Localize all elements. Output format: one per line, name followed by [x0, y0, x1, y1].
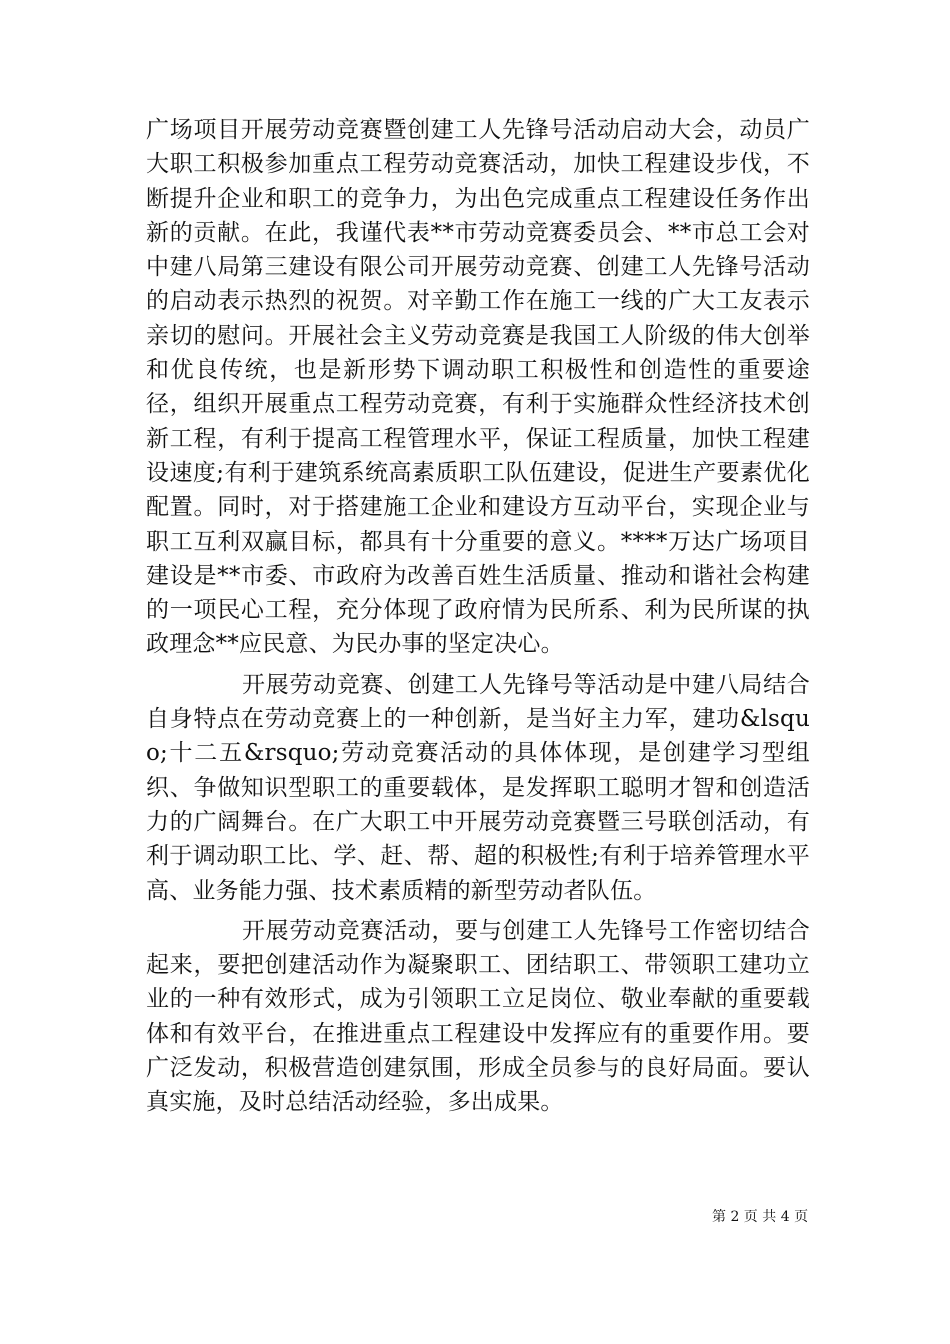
paragraph-1: 广场项目开展劳动竞赛暨创建工人先锋号活动启动大会，动员广大职工积极参加重点工程劳动竞赛活动，加快工程建设步伐，不断提升企业和职工的竞争力，为出色完成重点工程建设任务作出新的贡献。在此，我谨代表**市劳动竞赛委员会、**市总工会对中建八局第三建设有限公司开展劳动竞赛、创建工人先锋号活动的启动表示热烈的祝贺。对辛勤工作在施工一线的广大工友表示亲切的慰问。开展社会主义劳动竞赛是我国工人阶级的伟大创举和优良传统，也是新形势下调动职工积极性和创造性的重要途径，组织开展重点工程劳动竞赛，有利于实施群众性经济技术创新工程，有利于提高工程管理水平，保证工程质量，加快工程建设速度;有利于建筑系统高素质职工队伍建设，促进生产要素优化配置。同时，对于搭建施工企业和建设方互动平台，实现企业与职工互利双赢目标，都具有十分重要的意义。****万达广场项目建设是**市委、市政府为改善百姓生活质量、推动和谐社会构建的一项民心工程，充分体现了政府情为民所系、利为民所谋的执政理念**应民意、为民办事的坚定决心。 — [146, 117, 810, 658]
document-body — [146, 113, 810, 1120]
paragraph-3: 开展劳动竞赛活动，要与创建工人先锋号工作密切结合起来，要把创建活动作为凝聚职工、团结职工、带领职工建功立业的一种有效形式，成为引领职工立足岗位、敬业奉献的重要载体和有效平台，在推进重点工程建设中发挥应有的重要作用。要广泛发动，积极营造创建氛围，形成全员参与的良好局面。要认真实施，及时总结活动经验，多出成果。 — [146, 917, 810, 1116]
paragraph-2: 开展劳动竞赛、创建工人先锋号等活动是中建八局结合自身特点在劳动竞赛上的一种创新，是当好主力军，建功&lsquo;十二五&rsquo;劳动竞赛活动的具体体现，是创建学习型组织、争做知识型职工的重要载体，是发挥职工聪明才智和创造活力的广阔舞台。在广大职工中开展劳动竞赛暨三号联创活动，有利于调动职工比、学、赶、帮、超的积极性;有利于培养管理水平高、业务能力强、技术素质精的新型劳动者队伍。 — [146, 671, 810, 904]
page-number-footer: 第 2 页 共 4 页 — [712, 1209, 809, 1225]
